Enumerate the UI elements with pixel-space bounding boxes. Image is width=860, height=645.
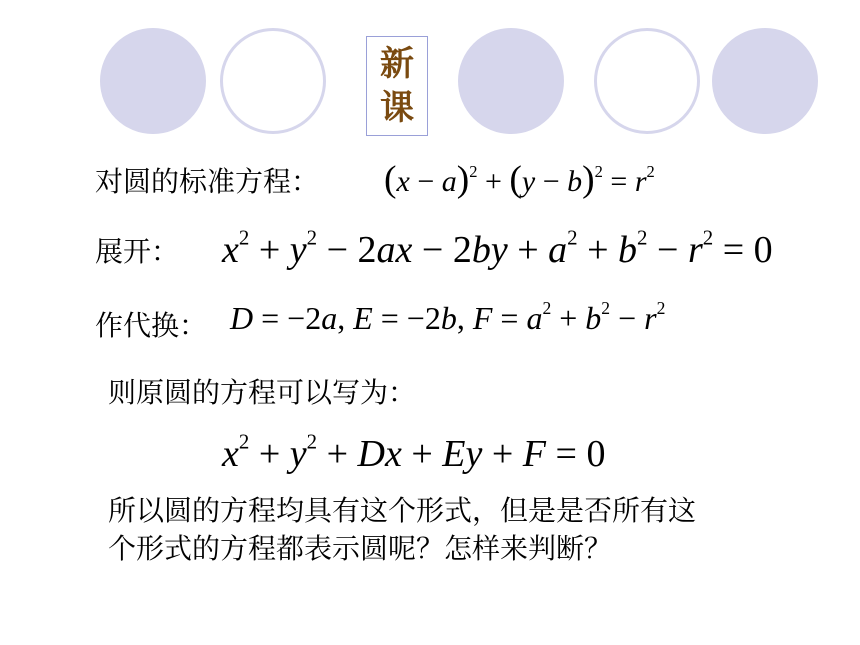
question-line-2: 个形式的方程都表示圆呢？怎样来判断？	[108, 532, 613, 565]
substitution-label: 作代换：	[95, 309, 208, 342]
decor-circle-4	[594, 28, 700, 134]
expand-label: 展开：	[95, 235, 180, 268]
expanded-formula: $x^2 + y^2 - 2ax - 2by + a^2 + b^2 - r^2 = 0$	[222, 225, 773, 271]
substitution-formula: D = −2a, E = −2b, $F = a^2 + b^2 - r^2$	[230, 298, 666, 336]
title-badge	[366, 36, 428, 136]
standard-equation-formula: $(x - a)^2 + (y - b)^2 = r^2$	[384, 159, 655, 200]
decor-circle-1	[100, 28, 206, 134]
standard-equation-label: 对圆的标准方程：	[95, 165, 320, 198]
decor-circle-5	[712, 28, 818, 134]
badge-char-2: 课	[380, 88, 414, 128]
decor-circle-2	[220, 28, 326, 134]
general-form-intro: 则原圆的方程可以写为：	[108, 376, 417, 409]
badge-char-1: 新	[380, 44, 414, 84]
general-form-formula: $x^2 + y^2 + Dx + Ey + F = 0$	[222, 429, 606, 475]
question-line-1: 所以圆的方程均具有这个形式，但是是否所有这	[108, 494, 697, 527]
decor-circle-3	[458, 28, 564, 134]
